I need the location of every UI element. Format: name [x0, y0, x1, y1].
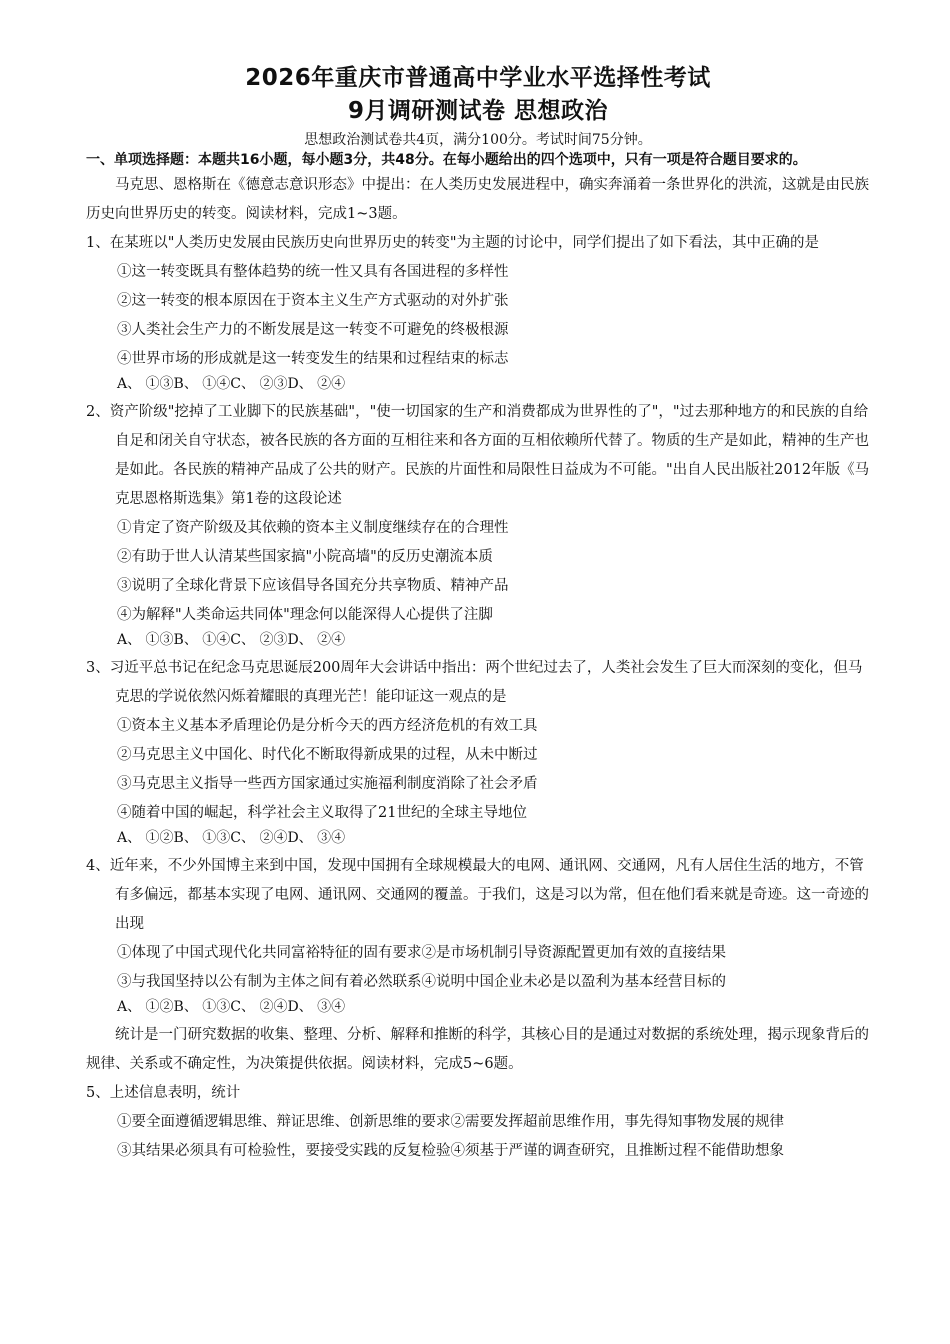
option-item: ③说明了全球化背景下应该倡导各国充分共享物质、精神产品: [117, 578, 509, 594]
option-item: ②有助于世人认清某些国家搞"小院高墙"的反历史潮流本质: [117, 549, 493, 565]
question-stem: 4、近年来，不少外国博主来到中国，发现中国拥有全球规模最大的电网、通讯网、交通网，凡有人居住生活的地方，不管有多偏远，都基本实现了电网、通讯网、交通网的覆盖。于我们，这是习以为常，但在他们看来就是奇迹。这一奇迹的出现: [86, 858, 869, 932]
question-5: [86, 1079, 870, 1166]
question-2: [86, 398, 870, 650]
answer-choices: A、 ①②B、 ①③C、 ②④D、 ③④: [117, 830, 346, 846]
section-heading: 一、单项选择题：本题共16小题，每小题3分，共48分。在每小题给出的四个选项中，只有一项是符合题目要求的。: [86, 152, 807, 168]
option-item: ①这一转变既具有整体趋势的统一性又具有各国进程的多样性: [117, 264, 509, 280]
answer-choices: A、 ①③B、 ①④C、 ②③D、 ②④: [117, 632, 346, 648]
option-item: ④世界市场的形成就是这一转变发生的结果和过程结束的标志: [117, 351, 509, 367]
option-item: ①肯定了资产阶级及其依赖的资本主义制度继续存在的合理性: [117, 520, 509, 536]
question-stem: 2、资产阶级"挖掉了工业脚下的民族基础"，"使一切国家的生产和消费都成为世界性的了"，"过去那种地方的和民族的自给自足和闭关自守状态，被各民族的各方面的互相往来和各方面的互相依赖所代替了。物质的生产是如此，精神的生产也是如此。各民族的精神产品成了公共的财产。民族的片面性和局限性日益成为不可能。"出自人民出版社2012年版《马克思恩格斯选集》第1卷的这段论述: [86, 404, 870, 507]
answer-choices: A、 ①③B、 ①④C、 ②③D、 ②④: [117, 376, 346, 392]
exam-subtitle: 9月调研测试卷 思想政治: [347, 98, 608, 124]
option-item: ③马克思主义指导一些西方国家通过实施福利制度消除了社会矛盾: [117, 776, 538, 792]
option-item: ④随着中国的崛起，科学社会主义取得了21世纪的全球主导地位: [117, 805, 527, 821]
option-item: ①资本主义基本矛盾理论仍是分析今天的西方经济危机的有效工具: [117, 718, 538, 734]
answer-choices: A、 ①②B、 ①③C、 ②④D、 ③④: [117, 999, 346, 1015]
option-item: ④为解释"人类命运共同体"理念何以能深得人心提供了注脚: [117, 607, 493, 623]
option-item: ①体现了中国式现代化共同富裕特征的固有要求②是市场机制引导资源配置更加有效的直接结果: [117, 945, 726, 961]
question-stem: 1、在某班以"人类历史发展由民族历史向世界历史的转变"为主题的讨论中，同学们提出了如下看法，其中正确的是: [86, 235, 820, 251]
option-item: ③人类社会生产力的不断发展是这一转变不可避免的终极根源: [117, 322, 509, 338]
option-item: ①要全面遵循逻辑思维、辩证思维、创新思维的要求②需要发挥超前思维作用，事先得知事物发展的规律: [117, 1114, 784, 1130]
question-1: [86, 229, 870, 394]
exam-info: 思想政治测试卷共4页，满分100分。考试时间75分钟。: [304, 132, 652, 148]
material-2: 统计是一门研究数据的收集、整理、分析、解释和推断的科学，其核心目的是通过对数据的系统处理，揭示现象背后的规律、关系或不确定性，为决策提供依据。阅读材料，完成5~6题。: [86, 1027, 869, 1072]
question-3: [86, 654, 870, 848]
exam-title: 2026年重庆市普通高中学业水平选择性考试: [245, 65, 711, 91]
option-item: ③与我国坚持以公有制为主体之间有着必然联系④说明中国企业未必是以盈利为基本经营目标的: [117, 974, 726, 990]
option-item: ②马克思主义中国化、时代化不断取得新成果的过程，从未中断过: [117, 747, 538, 763]
option-item: ②这一转变的根本原因在于资本主义生产方式驱动的对外扩张: [117, 293, 509, 309]
question-stem: 3、习近平总书记在纪念马克思诞辰200周年大会讲话中指出：两个世纪过去了，人类社会发生了巨大而深刻的变化，但马克思的学说依然闪烁着耀眼的真理光芒！能印证这一观点的是: [86, 660, 863, 705]
option-item: ③其结果必须具有可检验性，要接受实践的反复检验④须基于严谨的调查研究，且推断过程不能借助想象: [117, 1143, 784, 1159]
question-stem: 5、上述信息表明，统计: [86, 1085, 241, 1101]
question-4: [86, 852, 870, 1017]
material-1: 马克思、恩格斯在《德意志意识形态》中提出：在人类历史发展进程中，确实奔涌着一条世界化的洪流，这就是由民族历史向世界历史的转变。阅读材料，完成1~3题。: [86, 177, 869, 222]
